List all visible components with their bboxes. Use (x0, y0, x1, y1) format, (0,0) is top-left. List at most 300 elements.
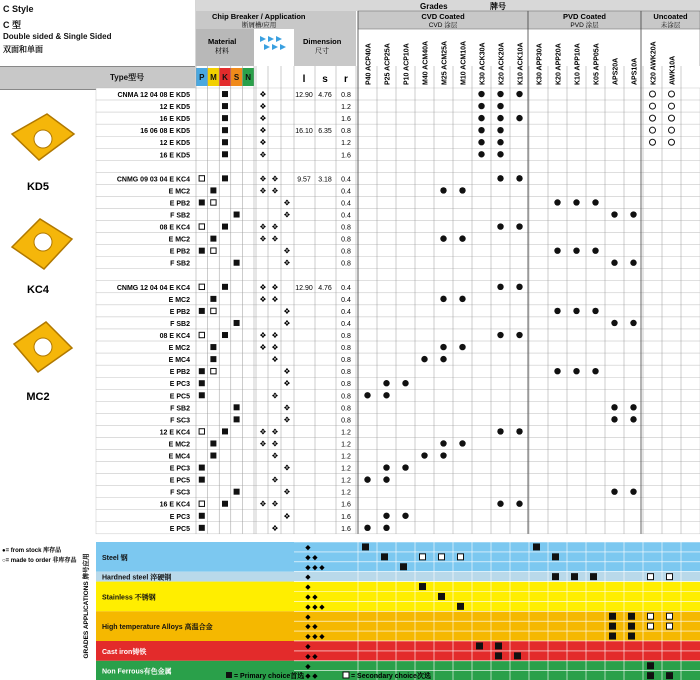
dimension-value: 1.2 (341, 477, 351, 485)
primary-square-icon (476, 642, 483, 649)
order-dot-icon (669, 115, 675, 121)
stock-dot-icon (630, 416, 636, 422)
primary-square-icon (199, 380, 205, 386)
dimension-label-s: s (322, 74, 328, 85)
application-band (96, 582, 700, 612)
dimension-value: 0.8 (341, 417, 351, 425)
stock-dot-icon (440, 356, 446, 362)
type-cell: E PB2 (169, 248, 190, 256)
dimension-value: 1.2 (341, 441, 351, 449)
secondary-square-icon (199, 224, 204, 229)
type-cell: F SB2 (170, 320, 190, 328)
stock-dot-icon (364, 392, 370, 398)
type-cell: 12 E KD5 (159, 104, 190, 112)
secondary-square-icon (211, 248, 216, 253)
primary-square-icon (210, 236, 216, 242)
primary-square-icon (234, 320, 240, 326)
primary-square-icon (381, 553, 388, 560)
primary-square-icon (199, 465, 205, 471)
stock-dot-icon (554, 199, 560, 205)
diamond-icon: ◆ (305, 633, 311, 641)
diamond-icon: ❖ (271, 451, 279, 461)
type-cell: 12 E KD5 (159, 140, 190, 148)
stock-dot-icon (383, 476, 389, 482)
table-row (96, 160, 700, 172)
diamond-icon: ❖ (283, 379, 291, 389)
type-cell: 16 E KC4 (159, 501, 190, 509)
diamond-icon: ❖ (259, 102, 267, 112)
primary-square-icon (199, 392, 205, 398)
primary-square-icon (210, 344, 216, 350)
application-label: Cast iron铸铁 (102, 648, 147, 656)
type-cell: E MC2 (168, 296, 190, 304)
primary-square-icon (222, 175, 228, 181)
application-band (96, 542, 700, 572)
application-label: Hardned steel 淬硬钢 (102, 574, 172, 582)
stock-dot-icon (573, 247, 579, 253)
type-cell: CNMG 09 03 04 E KC4 (116, 176, 190, 184)
diamond-icon: ◆ (305, 594, 311, 601)
diamond-icon: ❖ (283, 210, 291, 220)
diamond-icon: ◆ (319, 633, 325, 641)
stock-dot-icon (630, 320, 636, 326)
order-dot-icon (669, 91, 675, 97)
stock-dot-icon (497, 151, 503, 157)
secondary-square-icon (211, 308, 216, 313)
dimension-value: 1.2 (341, 140, 351, 148)
grade-label: AWK10A (669, 55, 677, 85)
dimension-value: 12.90 (295, 284, 313, 292)
primary-square-icon (222, 151, 228, 157)
stock-dot-icon (478, 139, 484, 145)
diamond-icon: ❖ (283, 463, 291, 473)
stock-dot-icon (459, 344, 465, 350)
dimension-value: 0.8 (341, 381, 351, 389)
secondary-square-icon (211, 200, 216, 205)
grade-label: K30 ACK30A (479, 42, 487, 85)
dimension-value: 0.8 (341, 248, 351, 256)
primary-square-icon (438, 593, 445, 600)
chip-breaker-title: Chip Breaker / Application (212, 12, 306, 21)
stock-dot-icon (611, 320, 617, 326)
diamond-icon: ❖ (283, 511, 291, 521)
diamond-icon: ◆ (305, 603, 311, 611)
double-sided-label: Double sided & Single Sided (3, 32, 112, 41)
stock-dot-icon (516, 91, 522, 97)
diamond-icon: ◆ (305, 643, 311, 651)
primary-square-icon (199, 248, 205, 254)
primary-square-icon (210, 356, 216, 362)
applications-side-title: GRADES APPLICATIONS 牌号应用 (83, 553, 90, 659)
order-dot-icon (650, 91, 656, 97)
order-dot-icon (650, 103, 656, 109)
diamond-icon: ❖ (259, 343, 267, 353)
diamond-icon: ❖ (259, 331, 267, 341)
stock-dot-icon (573, 199, 579, 205)
dimension-cn: 尺寸 (315, 48, 329, 55)
dimension-value: 0.8 (341, 357, 351, 365)
grade-label: P10 ACP10A (403, 43, 411, 85)
diamond-icon: ❖ (271, 174, 279, 184)
primary-square-icon (400, 563, 407, 570)
application-band (96, 572, 700, 582)
stock-dot-icon (630, 404, 636, 410)
grade-label: K10 ACK10A (517, 42, 525, 85)
primary-square-icon (226, 672, 232, 678)
type-cell: 08 E KC4 (159, 224, 190, 232)
secondary-square-icon (211, 368, 216, 373)
stock-dot-icon (364, 525, 370, 531)
primary-square-icon (609, 613, 616, 620)
stock-dot-icon (421, 356, 427, 362)
diamond-icon: ❖ (283, 367, 291, 377)
primary-square-icon (222, 501, 228, 507)
diamond-icon: ❖ (259, 294, 267, 304)
grade-label: APS20A (612, 57, 620, 85)
dimension-value: 0.4 (341, 212, 351, 220)
primary-square-icon (234, 260, 240, 266)
stock-dot-icon (459, 187, 465, 193)
diamond-icon: ◆ (305, 544, 311, 552)
stock-dot-icon (611, 211, 617, 217)
diamond-icon: ◆ (312, 633, 318, 641)
dimension-value: 0.8 (341, 92, 351, 100)
diamond-icon: ◆ (312, 603, 318, 611)
primary-square-icon (234, 416, 240, 422)
shape-label-mc2: MC2 (26, 391, 50, 403)
grade-label: K20 APP20A (555, 43, 563, 85)
dimension-value: 1.6 (341, 525, 351, 533)
uncoated-title: Uncoated (653, 12, 688, 21)
diamond-icon: ❖ (259, 138, 267, 148)
grade-label: APS10A (631, 57, 639, 85)
order-dot-icon (650, 139, 656, 145)
secondary-square-icon (439, 554, 445, 560)
stock-dot-icon (554, 308, 560, 314)
secondary-square-icon (199, 429, 204, 434)
secondary-square-icon (648, 613, 654, 619)
stock-dot-icon (440, 235, 446, 241)
primary-square-icon (533, 543, 540, 550)
stock-dot-icon (592, 199, 598, 205)
order-dot-icon (650, 127, 656, 133)
dimension-value: 0.8 (341, 393, 351, 401)
diamond-icon: ❖ (271, 499, 279, 509)
diamond-icon: ◆ (305, 663, 311, 671)
application-label: Stainless 不锈钢 (102, 594, 156, 602)
stock-dot-icon (497, 91, 503, 97)
primary-square-icon (222, 224, 228, 230)
dimension-label-l: l (302, 74, 306, 85)
order-dot-icon (669, 139, 675, 145)
chip-breaker-cn: 断屑槽/应用 (242, 22, 277, 29)
stock-dot-icon (440, 296, 446, 302)
diamond-icon: ◆ (312, 653, 318, 661)
secondary-square-icon (199, 332, 204, 337)
dimension-value: 0.8 (341, 260, 351, 268)
shape-label-kc4: KC4 (26, 284, 50, 296)
type-cell: E MC2 (168, 345, 190, 353)
stock-dot-icon (402, 380, 408, 386)
dimension-value: 0.8 (341, 405, 351, 413)
primary-square-icon (552, 573, 559, 580)
primary-square-icon (234, 489, 240, 495)
stock-dot-icon (497, 175, 503, 181)
type-cell: E MC2 (168, 236, 190, 244)
dimension-value: 1.2 (341, 453, 351, 461)
primary-square-icon (199, 199, 205, 205)
diamond-icon: ❖ (271, 391, 279, 401)
dimension-value: 4.76 (318, 92, 332, 100)
dimension-value: 12.90 (295, 92, 313, 100)
dimension-value: 1.2 (341, 104, 351, 112)
secondary-square-icon (343, 672, 349, 678)
stock-dot-icon (383, 513, 389, 519)
diamond-icon: ◆ (305, 574, 311, 582)
primary-square-icon (628, 613, 635, 620)
type-cell: E MC2 (168, 188, 190, 196)
diamond-icon: ❖ (283, 246, 291, 256)
stock-dot-icon (497, 428, 503, 434)
secondary-square-icon (199, 501, 204, 506)
primary-square-icon (362, 543, 369, 550)
dimension-value: 0.4 (341, 188, 351, 196)
diamond-icon: ❖ (259, 222, 267, 232)
secondary-square-icon (199, 176, 204, 181)
grade-label: M10 ACM10A (460, 40, 468, 85)
stock-dot-icon (554, 247, 560, 253)
stock-dot-icon (383, 380, 389, 386)
material-cn: 材料 (215, 48, 229, 55)
primary-square-icon (199, 513, 205, 519)
diamond-icon: ❖ (271, 427, 279, 437)
type-cell: 16 E KD5 (159, 152, 190, 160)
material-letter-N: N (245, 73, 252, 82)
primary-square-icon (419, 583, 426, 590)
diamond-icon: ❖ (271, 222, 279, 232)
primary-square-icon (647, 662, 654, 669)
primary-square-icon (571, 573, 578, 580)
stock-dot-icon (497, 115, 503, 121)
primary-square-icon (647, 672, 654, 679)
primary-square-icon (495, 652, 502, 659)
primary-square-icon (210, 187, 216, 193)
primary-square-icon (199, 308, 205, 314)
dimension-title: Dimension (303, 37, 342, 46)
kc4-insert-icon (12, 219, 72, 269)
c-style-cn: C 型 (3, 20, 22, 30)
type-cell: F SC3 (170, 417, 190, 425)
diamond-icon: ❖ (271, 523, 279, 533)
secondary-square-icon (667, 623, 673, 629)
primary-square-icon (222, 332, 228, 338)
stock-dot-icon (421, 452, 427, 458)
type-cell: F SB2 (170, 405, 190, 413)
mc2-insert-icon (14, 322, 72, 372)
dimension-value: 1.6 (341, 501, 351, 509)
primary-square-icon (609, 633, 616, 640)
stock-dot-icon (459, 296, 465, 302)
dimension-value: 0.8 (341, 128, 351, 136)
stock-dot-icon (383, 392, 389, 398)
stock-dot-icon (478, 151, 484, 157)
dimension-value: 1.6 (341, 513, 351, 521)
diamond-icon: ◆ (305, 584, 311, 592)
stock-dot-icon (630, 211, 636, 217)
diamond-icon: ❖ (283, 487, 291, 497)
primary-square-icon (609, 623, 616, 630)
footer-secondary: = Secondary choice次选 (351, 673, 431, 680)
diamond-icon: ◆ (312, 673, 318, 680)
primary-square-icon (222, 127, 228, 133)
stock-dot-icon (592, 247, 598, 253)
primary-square-icon (222, 91, 228, 97)
type-cell: E PB2 (169, 369, 190, 377)
material-letter-M: M (210, 73, 217, 82)
diamond-icon: ❖ (271, 282, 279, 292)
dimension-value: 1.2 (341, 465, 351, 473)
order-dot-icon (669, 127, 675, 133)
diamond-icon: ❖ (259, 150, 267, 160)
primary-square-icon (552, 553, 559, 560)
dimension-value: 0.8 (341, 333, 351, 341)
dimension-value: 0.4 (341, 284, 351, 292)
diamond-icon: ❖ (259, 427, 267, 437)
stock-dot-icon (497, 127, 503, 133)
stock-dot-icon (516, 284, 522, 290)
type-cell: 16 E KD5 (159, 116, 190, 124)
diamond-icon: ◆ (312, 623, 318, 631)
type-cell: F SB2 (170, 260, 190, 268)
legend-order: ○= made to order 非库存品 (2, 558, 77, 564)
stock-dot-icon (440, 187, 446, 193)
dimension-value: 0.8 (341, 224, 351, 232)
type-cell: E PC3 (169, 381, 190, 389)
legend-stock: ●= from stock 库存品 (2, 548, 62, 554)
stock-dot-icon (402, 464, 408, 470)
material-letter-K: K (222, 73, 228, 82)
footer-primary: = Primary choice首选 (234, 673, 305, 680)
stock-dot-icon (497, 501, 503, 507)
grade-label: P40 ACP40A (365, 43, 373, 85)
diamond-icon: ❖ (259, 174, 267, 184)
dimension-value: 1.6 (341, 152, 351, 160)
primary-square-icon (495, 642, 502, 649)
type-cell: CNMA 12 04 08 E KD5 (117, 92, 190, 100)
stock-dot-icon (630, 260, 636, 266)
diamond-icon: ❖ (259, 126, 267, 136)
diamond-icon: ❖ (271, 343, 279, 353)
stock-dot-icon (497, 103, 503, 109)
application-label: High temperature Alloys 高温合金 (102, 624, 213, 632)
primary-square-icon (210, 453, 216, 459)
stock-dot-icon (516, 332, 522, 338)
grade-label: K30 APP30A (536, 43, 544, 85)
type-cell: E MC4 (168, 453, 190, 461)
grade-label: K20 ACK20A (498, 42, 506, 85)
secondary-square-icon (420, 554, 426, 560)
grade-label: K10 APP10A (574, 43, 582, 85)
type-cell: E PB2 (169, 308, 190, 316)
primary-square-icon (222, 103, 228, 109)
primary-square-icon (199, 368, 205, 374)
dimension-value: 1.2 (341, 489, 351, 497)
diamond-icon: ◆ (312, 564, 318, 572)
material-letter-P: P (199, 73, 205, 82)
primary-square-icon (457, 603, 464, 610)
stock-dot-icon (592, 308, 598, 314)
dimension-value: 0.8 (341, 345, 351, 353)
stock-dot-icon (383, 525, 389, 531)
diamond-icon: ❖ (259, 186, 267, 196)
grade-label: P25 ACP25A (384, 43, 392, 85)
type-cell: E PB2 (169, 200, 190, 208)
stock-dot-icon (497, 139, 503, 145)
stock-dot-icon (573, 368, 579, 374)
pvd-title: PVD Coated (563, 12, 606, 21)
table-row (96, 269, 700, 281)
type-cell: F SC3 (170, 489, 190, 497)
stock-dot-icon (516, 223, 522, 229)
grade-label: K20 AWK20A (650, 41, 658, 85)
dimension-value: 1.6 (341, 116, 351, 124)
cvd-cn: CVD 涂层 (428, 22, 458, 29)
stock-dot-icon (554, 368, 560, 374)
order-dot-icon (650, 115, 656, 121)
secondary-square-icon (648, 574, 654, 580)
stock-dot-icon (364, 476, 370, 482)
primary-square-icon (222, 428, 228, 434)
stock-dot-icon (516, 428, 522, 434)
grade-label: M40 ACM40A (422, 40, 430, 85)
type-cell: E PC3 (169, 465, 190, 473)
diamond-icon: ❖ (259, 234, 267, 244)
application-label: Steel 钢 (102, 554, 128, 562)
primary-square-icon (234, 212, 240, 218)
diamond-icon: ❖ (283, 306, 291, 316)
stock-dot-icon (478, 103, 484, 109)
diamond-icon: ❖ (271, 355, 279, 365)
diamond-icon: ❖ (259, 499, 267, 509)
secondary-square-icon (667, 613, 673, 619)
primary-square-icon (210, 440, 216, 446)
stock-dot-icon (478, 115, 484, 121)
grade-label: K05 APP05A (593, 43, 601, 85)
type-cell: CNMG 12 04 04 E KC4 (116, 284, 190, 292)
diamond-icon: ❖ (259, 439, 267, 449)
type-cell: E MC4 (168, 357, 190, 365)
diamond-icon: ❖ (283, 403, 291, 413)
dimension-value: 0.4 (341, 176, 351, 184)
grades-title-bar (196, 0, 700, 11)
diamond-icon: ◆ (305, 653, 311, 661)
diamond-icon: ◆ (305, 554, 311, 562)
primary-square-icon (222, 139, 228, 145)
stock-dot-icon (497, 284, 503, 290)
stock-dot-icon (630, 488, 636, 494)
diamond-icon: ❖ (271, 475, 279, 485)
primary-square-icon (590, 573, 597, 580)
c-style-label: C Style (3, 4, 34, 14)
diamond-icon: ◆ (305, 673, 311, 680)
dimension-value: 0.4 (341, 296, 351, 304)
type-cell: E PC5 (169, 477, 190, 485)
uncoated-cn: 未涂层 (660, 22, 681, 29)
dimension-value: 4.76 (318, 284, 332, 292)
diamond-icon: ❖ (271, 439, 279, 449)
stock-dot-icon (611, 416, 617, 422)
stock-dot-icon (478, 127, 484, 133)
